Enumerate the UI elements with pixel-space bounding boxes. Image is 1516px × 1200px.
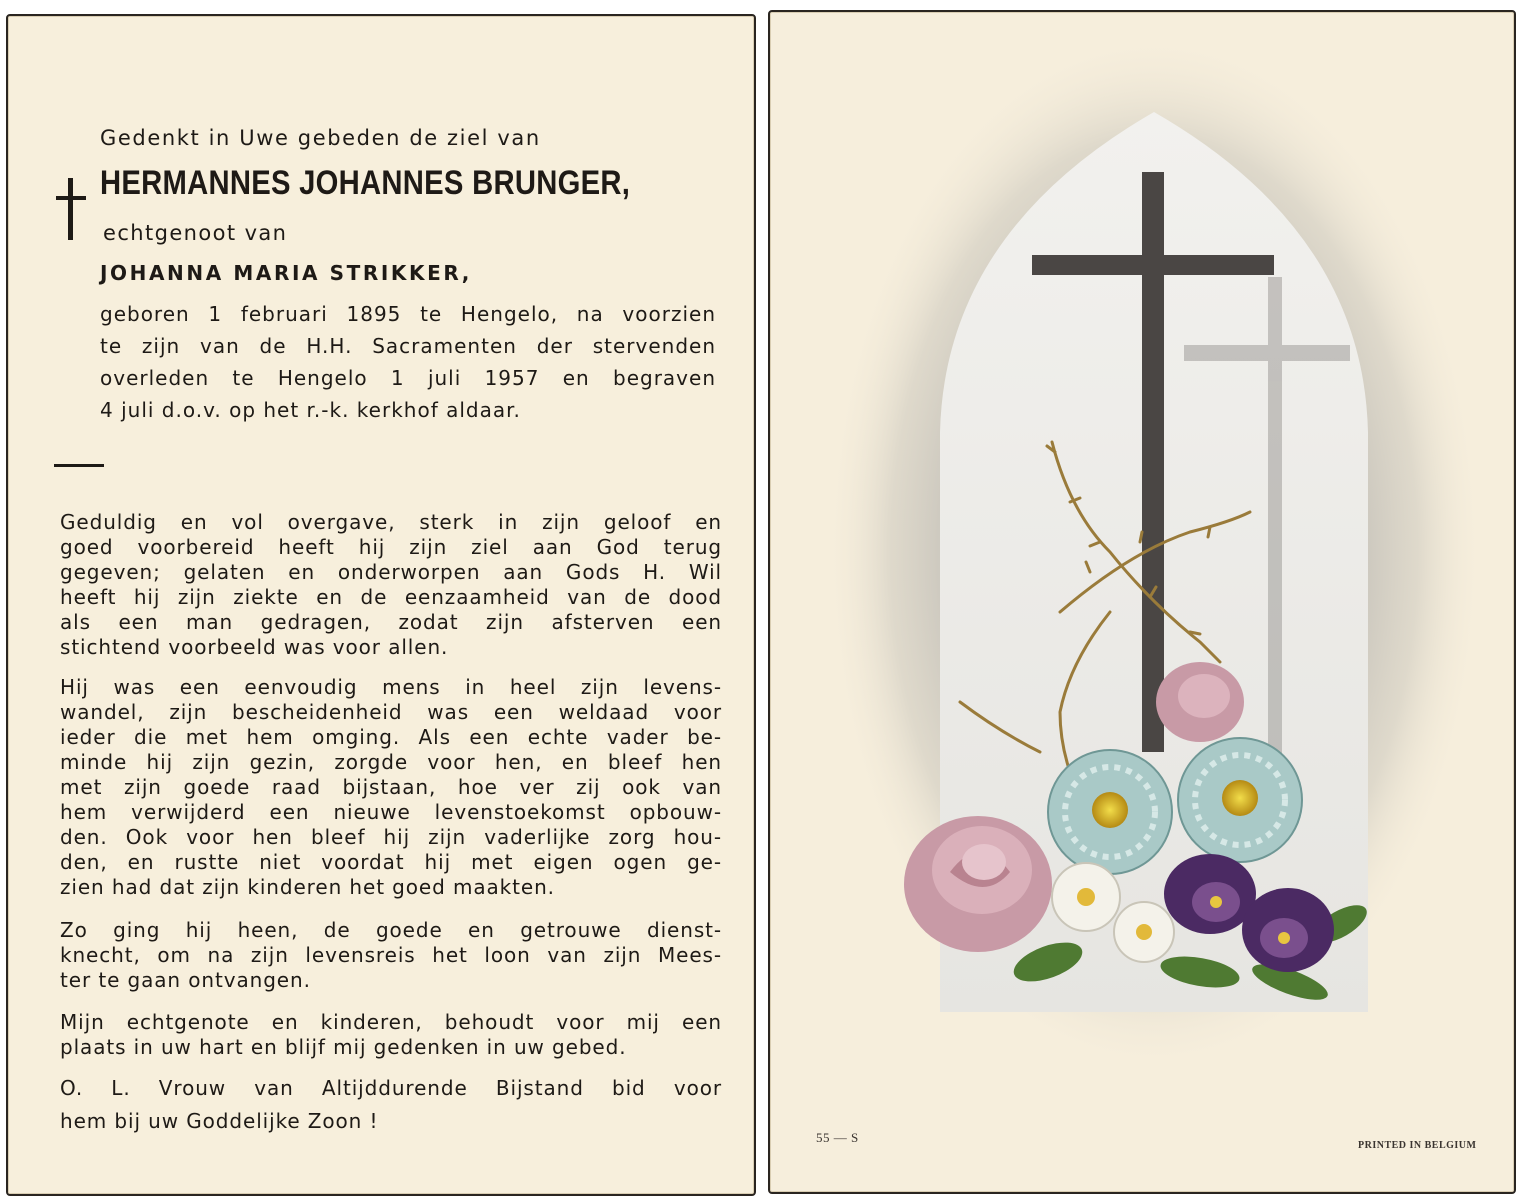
body-text-line: ter te gaan ontvangen. [60,968,311,992]
body-text-line: Zo ging hij heen, de goede en getrouwe dienst- [60,918,722,942]
spouse-name: JOHANNA MARIA STRIKKER, [100,261,472,285]
body-text-line: met zijn goede raad bijstaan, hoe ver zij ook van [60,775,722,799]
body-text-line: zien had dat zijn kinderen het goed maakten. [60,875,555,899]
body-text-line: den. Ook voor hen bleef hij zijn vaderlijke zorg hou- [60,825,722,849]
pink-rose-large [904,816,1052,952]
body-text-line: Hij was een eenvoudig mens in heel zijn levens- [60,675,722,699]
body-text-line: plaats in uw hart en blijf mij gedenken in uw gebed. [60,1035,627,1059]
bio-line: te zijn van de H.H. Sacramenten der stervenden [100,334,716,358]
body-text-line: minde hij zijn gezin, zorgde voor hen, en bleef hen [60,750,722,774]
pink-rose-small [1156,662,1244,742]
body-text-line: den, en rustte niet voordat hij met eigen ogen ge- [60,850,722,874]
body-text-line: als een man gedragen, zodat zijn afsterven een [60,610,722,634]
body-text-line: heeft hij zijn ziekte en de eenzaamheid van de dood [60,585,722,609]
bio-line: overleden te Hengelo 1 juli 1957 en begraven [100,366,716,390]
body-text-line: hem bij uw Goddelijke Zoon ! [60,1109,379,1133]
spouse-intro: echtgenoot van [103,221,288,245]
cross-icon [54,176,88,242]
crosses-illustration [770,12,1514,1192]
body-text-line: goed voorbereid heeft hij zijn ziel aan God terug [60,535,722,559]
body-text-line: wandel, zijn bescheidenheid was een weldaad voor [60,700,722,724]
white-daisy [1114,902,1174,962]
body-text-line: Geduldig en vol overgave, sterk in zijn geloof en [60,510,722,534]
intro-line: Gedenkt in Uwe gebeden de ziel van [100,126,541,150]
blue-daisy-right [1178,738,1302,862]
card-code: 55 — S [816,1130,859,1145]
white-daisy [1052,863,1120,931]
body-text-line: stichtend voorbeeld was voor allen. [60,635,449,659]
section-divider [54,464,104,467]
body-text-line: Mijn echtgenote en kinderen, behoudt voor mij een [60,1010,722,1034]
purple-pansy [1242,888,1334,972]
memorial-text-card [6,14,756,1196]
bio-line: geboren 1 februari 1895 te Hengelo, na voorzien [100,302,716,326]
bio-line: 4 juli d.o.v. op het r.-k. kerkhof aldaar. [100,398,521,422]
body-text-line: O. L. Vrouw van Altijddurende Bijstand bid voor [60,1076,722,1100]
blue-daisy-left [1048,750,1172,874]
devotional-image-card [768,10,1516,1194]
deceased-name: HERMANNES JOHANNES BRUNGER, [100,164,631,202]
body-text-line: ieder die met hem omging. Als een echte vader be- [60,725,722,749]
purple-pansy [1164,854,1256,934]
body-text-line: hem verwijderd een nieuwe levenstoekomst opbouw- [60,800,722,824]
body-text-line: gegeven; gelaten en onderworpen aan Gods H. Wil [60,560,722,584]
printer-note: PRINTED IN BELGIUM [1358,1140,1477,1151]
body-text-line: knecht, om na zijn levensreis het loon van zijn Mees- [60,943,722,967]
